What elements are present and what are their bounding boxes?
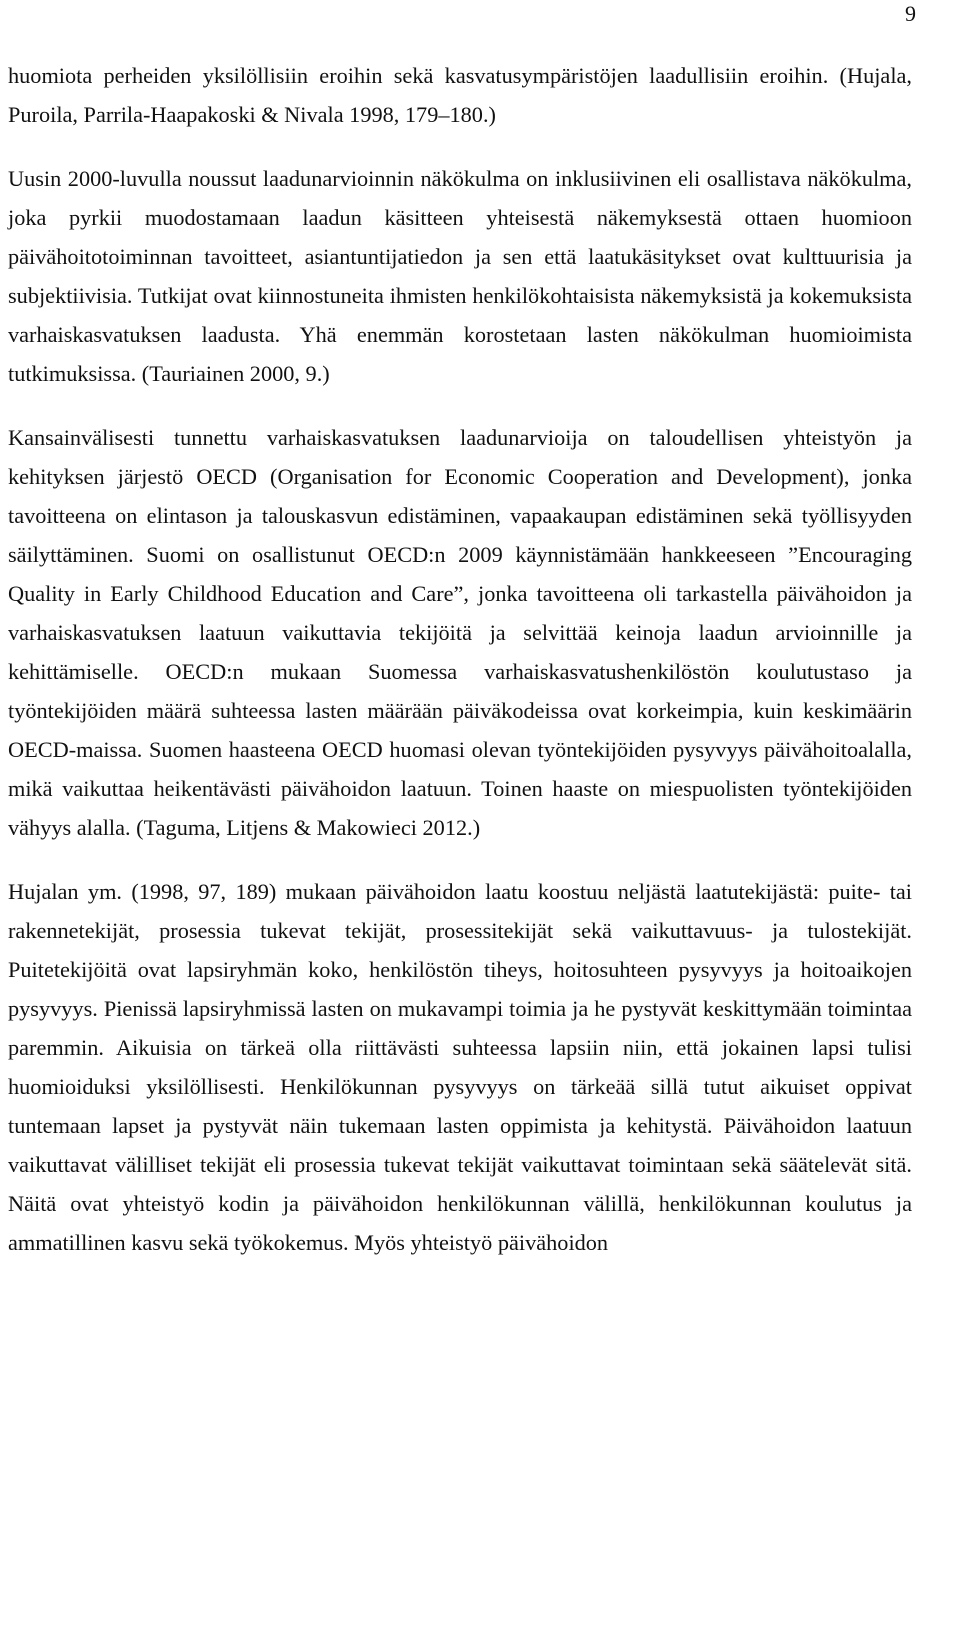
body-text	[8, 56, 912, 1287]
paragraph-inclusive-perspective: Uusin 2000-luvulla noussut laadunarvioinnin näkökulma on inklusiivinen eli osallistava näkökulma, joka pyrkii muodostamaan laadun käsitteen yhteisestä näkemyksestä ottaen huomioon päivähoitotoiminnan tavoitteet, asiantuntijatiedon ja sen että laatukäsitykset ovat kulttuurisia ja subjektiivisia. Tutkijat ovat kiinnostuneita ihmisten henkilökohtaisista näkemyksistä ja kokemuksista varhaiskasvatuksen laadusta. Yhä enemmän korostetaan lasten näkökulman huomioimista tutkimuksissa. (Tauriainen 2000, 9.)	[8, 166, 912, 386]
paragraph-hujala-1998: huomiota perheiden yksilöllisiin eroihin sekä kasvatusympäristöjen laadullisiin eroihin. (Hujala, Puroila, Parrila-Haapakoski & Nivala 1998, 179–180.)	[8, 63, 912, 127]
page-number: 9	[905, 1, 916, 26]
paragraph-quality-factors: Hujalan ym. (1998, 97, 189) mukaan päivähoidon laatu koostuu neljästä laatutekijästä: puite- tai rakennetekijät, prosessia tukevat tekijät, prosessitekijät sekä vaikuttavuus- ja tulostekijät. Puitetekijöitä ovat lapsiryhmän koko, henkilöstön tiheys, hoitosuhteen pysyvyys ja hoitoaikojen pysyvyys. Pienissä lapsiryhmissä lasten on mukavampi toimia ja he pystyvät keskittymään toimintaa paremmin. Aikuisia on tärkeä olla riittävästi suhteessa lapsiin niin, että jokainen lapsi tulisi huomioiduksi yksilöllisesti. Henkilökunnan pysyvyys on tärkeää sillä tutut aikuiset oppivat tuntemaan lapset ja pystyvät näin tukemaan lasten oppimista ja kehitystä. Päivähoidon laatuun vaikuttavat välilliset tekijät eli prosessia tukevat tekijät vaikuttavat toimintaan sekä säätelevät sitä. Näitä ovat yhteistyö kodin ja päivähoidon henkilökunnan välillä, henkilökunnan koulutus ja ammatillinen kasvu sekä työkokemus. Myös yhteistyö päivähoidon	[8, 879, 912, 1255]
paragraph-oecd: Kansainvälisesti tunnettu varhaiskasvatuksen laadunarvioija on taloudellisen yhteistyön ja kehityksen järjestö OECD (Organisation for Economic Cooperation and Development), jonka tavoitteena on elintason ja talouskasvun edistäminen, vapaakaupan edistäminen sekä työllisyyden säilyttäminen. Suomi on osallistunut OECD:n 2009 käynnistämään hankkeeseen ”Encouraging Quality in Early Childhood Education and Care”, jonka tavoitteena oli tarkastella päivähoidon ja varhaiskasvatuksen laatuun vaikuttavia tekijöitä ja selvittää keinoja laadun arvioinnille ja kehittämiselle. OECD:n mukaan Suomessa varhaiskasvatushenkilöstön koulutustaso ja työntekijöiden määrä suhteessa lasten määrään päiväkodeissa ovat korkeimpia, kuin keskimäärin OECD-maissa. Suomen haasteena OECD huomasi olevan työntekijöiden pysyvyys päivähoitoalalla, mikä vaikuttaa heikentävästi päivähoidon laatuun. Toinen haaste on miespuolisten työntekijöiden vähyys alalla. (Taguma, Litjens & Makowieci 2012.)	[8, 425, 912, 840]
